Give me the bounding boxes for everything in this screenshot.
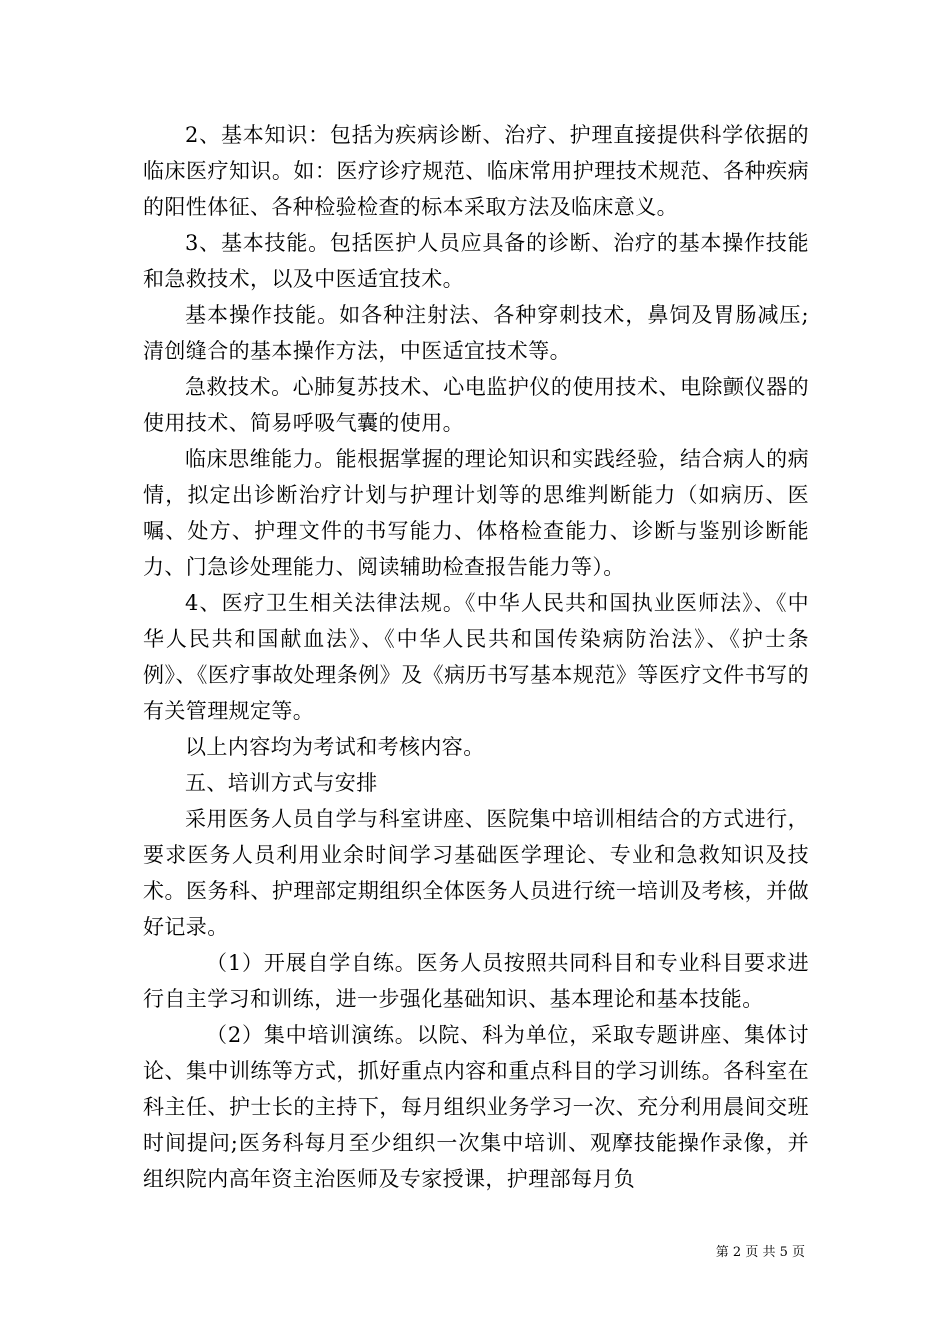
paragraph-training-approach: 采用医务人员自学与科室讲座、医院集中培训相结合的方式进行，要求医务人员利用业余时间学习基础医学理论、专业和急救知识及技术。医务科、护理部定期组织全体医务人员进行统一培训及考核，并做好记录。 (143, 807, 809, 939)
paragraph-centralized-training: （2）集中培训演练。以院、科为单位，采取专题讲座、集体讨论、集中训练等方式，抓好重点内容和重点科目的学习训练。各科室在科主任、护士长的主持下，每月组织业务学习一次、充分利用晨间交班时间提问;医务科每月至少组织一次集中培训、观摩技能操作录像，并组织院内高年资主治医师及专家授课，护理部每月负 (143, 1023, 809, 1191)
paragraph-exam-note: 以上内容均为考试和考核内容。 (185, 735, 485, 759)
paragraph-self-study: （1）开展自学自练。医务人员按照共同科目和专业科目要求进行自主学习和训练，进一步强化基础知识、基本理论和基本技能。 (143, 951, 809, 1011)
paragraph-basic-knowledge: 2、基本知识：包括为疾病诊断、治疗、护理直接提供科学依据的临床医疗知识。如：医疗诊疗规范、临床常用护理技术规范、各种疾病的阳性体征、各种检验检查的标本采取方法及临床意义。 (143, 123, 809, 219)
section-heading-training-methods: 五、培训方式与安排 (185, 771, 378, 795)
paragraph-emergency-techniques: 急救技术。心肺复苏技术、心电监护仪的使用技术、电除颤仪器的使用技术、简易呼吸气囊的使用。 (143, 375, 809, 435)
document-body (143, 117, 809, 1197)
page-number-footer: 第 2 页 共 5 页 (715, 1245, 805, 1260)
paragraph-laws-regulations: 4、医疗卫生相关法律法规。《中华人民共和国执业医师法》、《中华人民共和国献血法》、《中华人民共和国传染病防治法》、《护士条例》、《医疗事故处理条例》及《病历书写基本规范》等医疗文件书写的有关管理规定等。 (143, 591, 809, 723)
paragraph-basic-skills: 3、基本技能。包括医护人员应具备的诊断、治疗的基本操作技能和急救技术，以及中医适宜技术。 (143, 231, 809, 291)
paragraph-clinical-thinking: 临床思维能力。能根据掌握的理论知识和实践经验，结合病人的病情，拟定出诊断治疗计划与护理计划等的思维判断能力（如病历、医嘱、处方、护理文件的书写能力、体格检查能力、诊断与鉴别诊断能力、门急诊处理能力、阅读辅助检查报告能力等）。 (143, 447, 809, 579)
paragraph-basic-operation-skills: 基本操作技能。如各种注射法、各种穿刺技术，鼻饲及胃肠减压;清创缝合的基本操作方法，中医适宜技术等。 (143, 303, 809, 363)
